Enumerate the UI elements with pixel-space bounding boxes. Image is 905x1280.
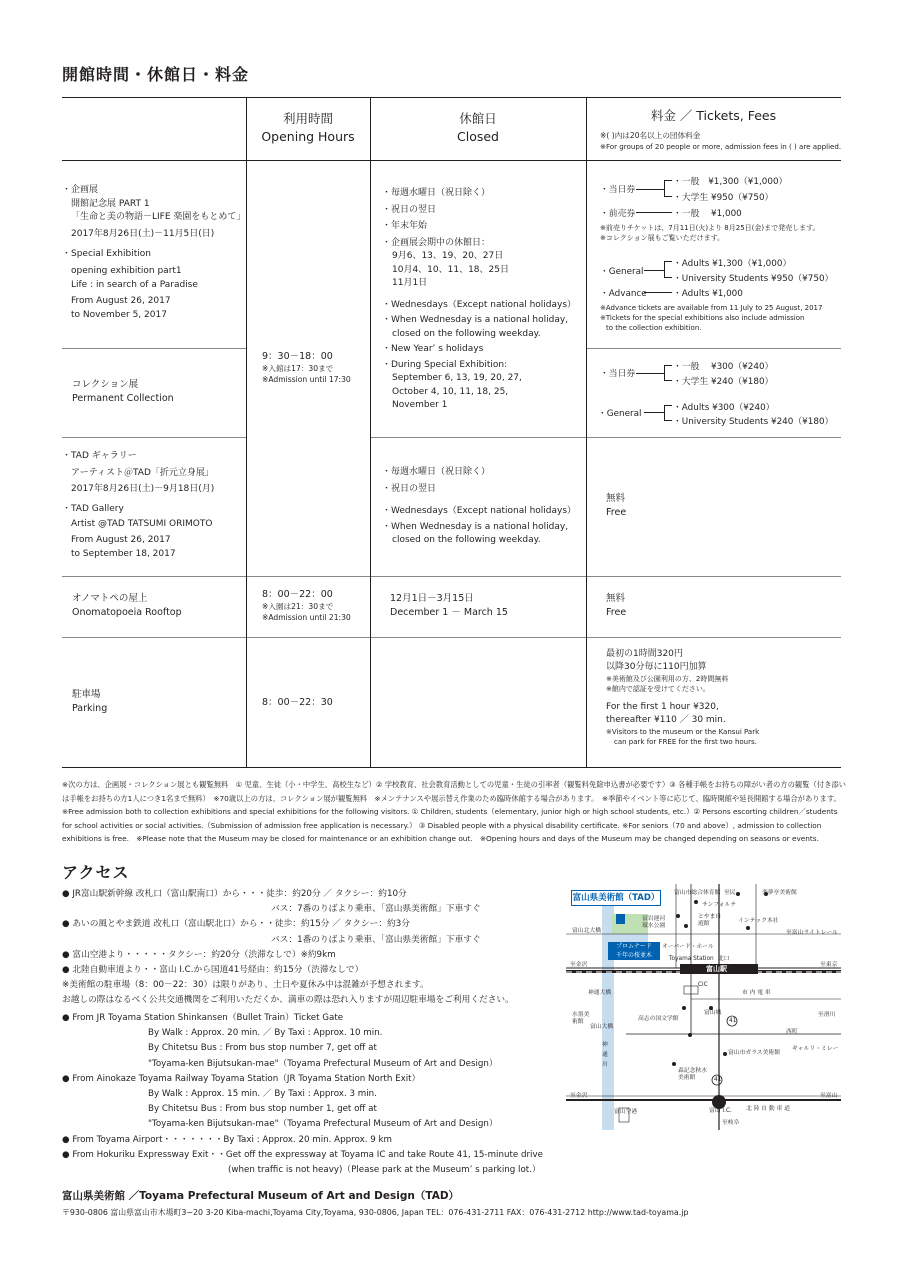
promenade-label: プロムナード 千年の桜並木 — [608, 942, 660, 960]
special-fees: ・当日券 ・前売券 ・一般 ¥1,300（¥1,000） ・大学生 ¥950（¥750） ・一般 ¥1,000 ※前売りチケットは、7月11日(火)より 8月25日(金)まで発売します。 ※コレクション展もご覧いただけます。 ・General ・Advance ・Adults ¥1,300（¥1,000） ・University Students ¥950（¥750） ・Adults ¥1,000 ※Advance tickets are available from 11 July to 25 August, 2017 ※Tickets for the special exhibitions also include admission to the collection exhibition. — [600, 177, 834, 332]
rooftop-closed-days: 12月1日－3月15日 December 1 － March 15 — [390, 593, 508, 618]
main-hours: 9：30－18：00 ※入館は17：30まで ※Admission until 17:30 — [262, 351, 351, 384]
parking-cell: 駐車場 Parking — [72, 689, 108, 714]
tad-closed-days: ・毎週水曜日（祝日除く） ・祝日の翌日 ・Wednesdays（Except national holidays） ・When Wednesday is a national holiday, closed on the following weekday. — [382, 467, 577, 545]
footer-address: 〒930-0806 富山県富山市木場町3−20 3-20 Kiba-machi,Toyama City,Toyama, 930-0806, Japan TEL：076-431-2711 FAX：076-431-2712 http://www.tad-toyama.jp — [62, 1208, 689, 1217]
rooftop-fee: 無料 Free — [606, 593, 627, 618]
parking-hours: 8：00－22：30 — [262, 697, 333, 708]
header-closed: 休館日 Closed — [457, 111, 499, 144]
header-opening-hours: 利用時間 Opening Hours — [261, 111, 355, 144]
map-labels: 富山市総合体育館 至民 楽夢亭美術館 サンフォルテ とやま自遊館 富岩運河環水公園 インテック本社 至富山ライトレール 富山北大橋 オーバード・ホール 至金沢 Toyama Station 北口 富山駅 至東京 神通大橋 CiC 市 内 電 車 水墨美術館 高志の国文学館 富山城 41 至滑川 富山大橋 西町 ギャルリ・ミレー 神 通 川 富山市ガラス美術館 森記念秋水美術館 41 至金沢 富山空港 富山 I.C. 北 陸 自 動 車 道 至富山 至岐阜 — [570, 890, 839, 1126]
parking-fee: 最初の1時間320円 以降30分毎に110円加算 ※美術館及び公園利用の方、2時間無料 ※館内で認証を受けてください。 For the first 1 hour ¥320, thereafter ¥110 ／ 30 min. ※Visitors to the museum or the Kansui Park can park for FREE for the first two hours. — [606, 649, 760, 746]
main-closed-days: ・毎週水曜日（祝日除く） ・祝日の翌日 ・年末年始 ・企画展会期中の休館日： 9月6、13、19、20、27日 10月4、10、11、18、25日 11月1日 ・Wednesdays（Except national holidays） ・When Wednesday is a national holiday, closed on the following weekday. ・New Year’ s holidays ・During Special Exhibition: September 6, 13, 19, 20, 27, October 4, 10, 11, 18, 25, November 1 — [382, 188, 577, 410]
table-top-rule — [62, 97, 841, 98]
col-divider-2 — [370, 97, 371, 767]
rooftop-cell: オノマトペの屋上 Onomatopoeia Rooftop — [72, 593, 182, 618]
fees-note-ja: ※( )内は20名以上の団体料金 — [600, 131, 701, 140]
rooftop-hours: 8：00－22：00 ※入園は21：30まで ※Admission until 21:30 — [262, 589, 351, 622]
access-title: アクセス — [62, 863, 130, 882]
collection-fees: ・当日券 ・一般 ¥300（¥240） ・大学生 ¥240（¥180） ・General ・Adults ¥300（¥240） ・University Students ¥240（¥180） — [598, 362, 834, 427]
table-bottom-rule — [62, 767, 841, 768]
access-map — [566, 884, 841, 1130]
col-divider-1 — [246, 97, 247, 767]
access-ja: ● JR富山駅新幹線 改札口（富山駅南口）から・・・徒歩：約20分 ／ タクシー：約10分 バス：7番のりばより乗車、「富山県美術館」下車すぐ ● あいの風とやま鉄道 改札口（富山駅北口）から・・徒歩：約15分 ／ タクシー：約3分 バス：1番のりばより乗車、「富山県美術館」下車すぐ ● 富山空港より・・・・・タクシー：約20分（渋滞なしで）※約9km ● 北陸自動車道より・・富山 I.C.から国道41号経由：約15分（渋滞なしで） ※美術館の駐車場（8：00－22：30）は限りがあり、土日や夏休み中は混雑が予想されます。 お越しの際はなるべく公共交通機関をご利用いただくか、満車の際は恐れ入りますが周辺駐車場をご利用ください。 — [62, 889, 514, 1006]
collection-cell: コレクション展 Permanent Collection — [72, 379, 174, 404]
footer-museum-name: 富山県美術館 ／Toyama Prefectural Museum of Art and Design（TAD） — [62, 1190, 460, 1202]
footnotes: ※次の方は、企画展・コレクション展とも観覧無料 ① 児童、生徒（小・中学生、高校生など）② 学校教育、社会教育活動としての児童・生徒の引率者（観覧料免除申込書が必要です）③ 各種手帳をお持ちの障がい者の方の観覧（付き添い は手帳をお持ちの方1人につき1名まで無料） ※70歳以上の方は、コレクション展が観覧無料 ※メンテナンスや展示替え作業のため臨時休館する場合があります。 ※季節やイベント等に応じて、臨時開館や延長開館する場合があります。 ※Free admission both to collection exhibitions and special exhibitions for the following visitors. ① Children, students（elementary, junior high or high school students, etc.）② Persons escorting children／students for school activities or social activities.（Submission of admission free application is necessary.） ③ Disabled people with a physical disability certificate. ※For seniors（70 and above）, admission to collection exhibitions is free. ※Please note that the Museum may be closed for maintenance or an exhibition change out. ※Opening hours and days of the Museum may be changed depending on seasons or events. — [62, 780, 846, 843]
museum-label: 富山県美術館（TAD） — [571, 890, 661, 906]
tad-gallery-cell: ・TAD ギャラリー アーティスト＠TAD「折元立身展」 2017年8月26日(土)－9月18日(月) ・TAD Gallery Artist @TAD TATSUMI ORIMOTO From August 26, 2017 to September 18, 2017 — [62, 451, 215, 559]
row-divider-2b — [370, 437, 841, 438]
tad-fee: 無料 Free — [606, 493, 627, 518]
fees-note-en: ※For groups of 20 people or more, admission fees in ( ) are applied. — [600, 142, 842, 151]
page-title: 開館時間・休館日・料金 — [62, 65, 250, 84]
header-fees: 料金 ／ Tickets, Fees — [650, 108, 777, 123]
special-exhibition-cell: ・企画展 開館記念展 PART 1 「生命と美の物語－LIFE 楽園をもとめて」 2017年8月26日(土)－11月5日(日) ・Special Exhibition opening exhibition part1 Life : in search of a Paradise From August 26, 2017 to November 5, 2017 — [62, 185, 246, 320]
row-divider-1a — [62, 348, 246, 349]
row-divider-2a — [62, 437, 246, 438]
row-divider-3 — [62, 576, 841, 577]
access-en: ● From JR Toyama Station Shinkansen（Bullet Train）Ticket Gate By Walk : Approx. 20 min. ／ By Taxi : Approx. 10 min. By Chitetsu Bus : From bus stop number 7, get off at "Toyama-ken Bijutsukan-mae"（Toyama Prefectural Museum of Art and Design） ● From Ainokaze Toyama Railway Toyama Station（JR Toyama Station North Exit） By Walk : Approx. 15 min. ／ By Taxi : Approx. 3 min. By Chitetsu Bus : From bus stop number 1, get off at "Toyama-ken Bijutsukan-mae"（Toyama Prefectural Museum of Art and Design） ● From Toyama Airport・・・・・・・By Taxi : Approx. 20 min. Approx. 9 km ● From Hokuriku Expressway Exit・・Get off the expressway at Toyama IC and take Route 41, 15-minute drive (when traffic is not heavy)（Please park at the Museum’ s parking lot.） — [62, 1013, 543, 1176]
row-divider-4 — [62, 637, 841, 638]
